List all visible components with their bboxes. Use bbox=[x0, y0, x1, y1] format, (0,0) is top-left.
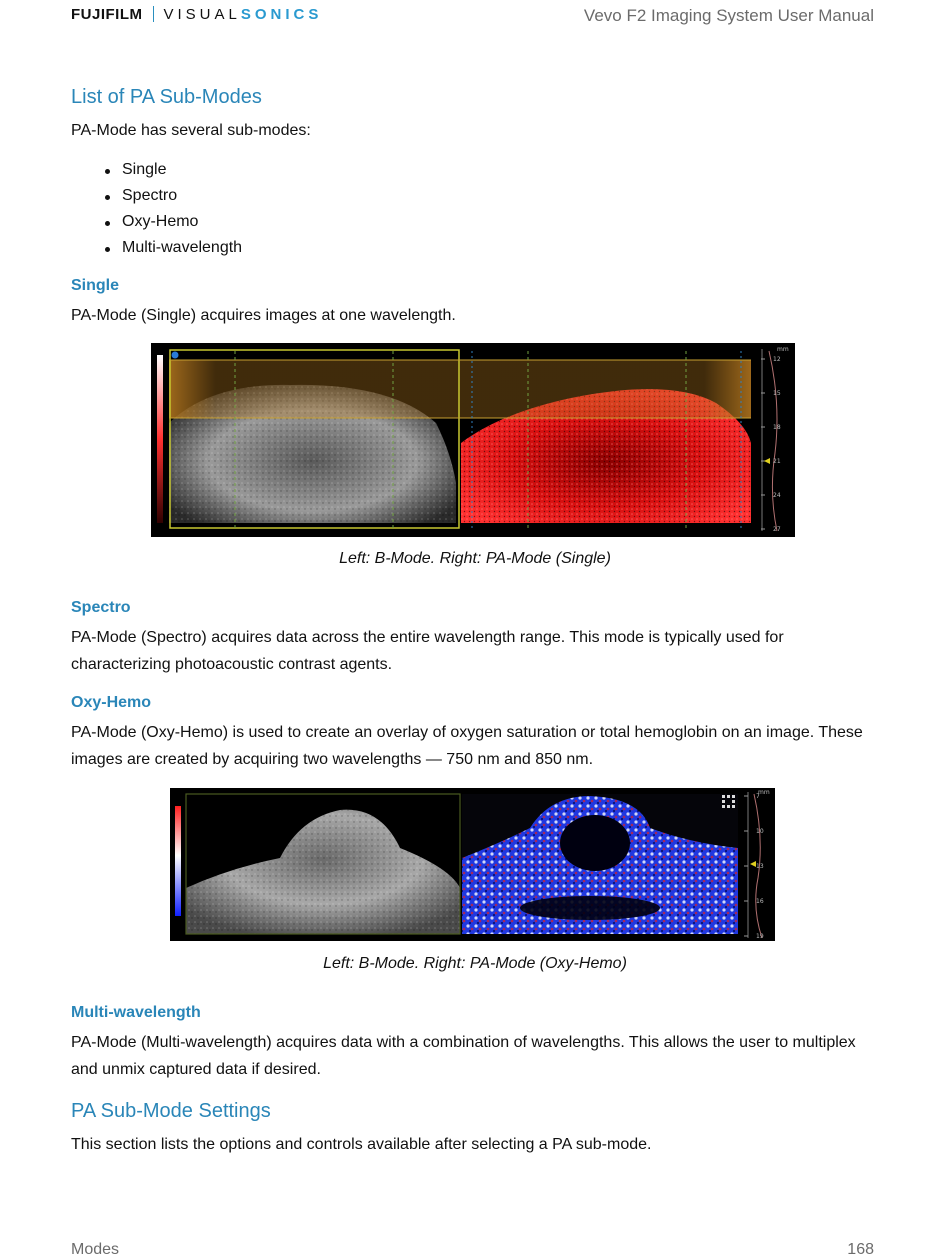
list-item: Spectro bbox=[71, 183, 242, 209]
oxyhemo-heading: Oxy-Hemo bbox=[71, 694, 152, 711]
depth-unit-label: mm bbox=[777, 346, 789, 353]
depth-tick-label: 24 bbox=[773, 492, 781, 499]
figure-pa-single-image bbox=[151, 343, 795, 537]
submode-list bbox=[71, 157, 242, 261]
settings-heading: PA Sub-Mode Settings bbox=[71, 1100, 271, 1122]
depth-tick-label: 21 bbox=[773, 458, 781, 465]
depth-tick-label: 15 bbox=[773, 390, 781, 397]
figure-pa-oxyhemo-image bbox=[170, 788, 775, 941]
list-heading: List of PA Sub-Modes bbox=[71, 86, 262, 108]
logo-divider bbox=[153, 6, 154, 22]
multi-text: PA-Mode (Multi-wavelength) acquires data with a combination of wavelengths. This allows the user to multiplex and unmix captured data if desired. bbox=[71, 1034, 856, 1078]
depth-tick-label: 7 bbox=[756, 793, 760, 800]
single-text: PA-Mode (Single) acquires images at one wavelength. bbox=[71, 307, 456, 324]
list-item: Multi-wavelength bbox=[71, 235, 242, 261]
footer-page-number: 168 bbox=[847, 1241, 874, 1258]
logo-sonics: SONICS bbox=[240, 5, 323, 23]
depth-tick-label: 19 bbox=[756, 933, 764, 940]
depth-unit-label: mm bbox=[758, 789, 770, 796]
logo-visual: VISUAL bbox=[163, 5, 241, 23]
depth-tick-label: 16 bbox=[756, 898, 764, 905]
depth-tick-label: 10 bbox=[756, 828, 764, 835]
figure2-caption: Left: B-Mode. Right: PA-Mode (Oxy-Hemo) bbox=[323, 955, 627, 972]
multi-heading: Multi-wavelength bbox=[71, 1004, 201, 1021]
figure1-caption: Left: B-Mode. Right: PA-Mode (Single) bbox=[339, 550, 611, 567]
depth-tick-label: 13 bbox=[756, 863, 764, 870]
colour-scale-bar bbox=[157, 355, 163, 523]
single-heading: Single bbox=[71, 277, 120, 294]
depth-tick-label: 27 bbox=[773, 526, 781, 533]
oxyhemo-text: PA-Mode (Oxy-Hemo) is used to create an overlay of oxygen saturation or total hemoglobin on an image. These images are created by acquiring two wavelengths — 750 nm and 850 nm. bbox=[71, 724, 863, 768]
depth-tick-label: 18 bbox=[773, 424, 781, 431]
list-item: Oxy-Hemo bbox=[71, 209, 242, 235]
depth-tick-label: 12 bbox=[773, 356, 781, 363]
fujifilm-visualsonics-logo bbox=[71, 4, 322, 24]
manual-title: Vevo F2 Imaging System User Manual bbox=[583, 6, 874, 25]
logo-fujifilm-text: FUJIFILM bbox=[71, 5, 143, 23]
settings-text: This section lists the options and controls available after selecting a PA sub-mode. bbox=[71, 1136, 652, 1153]
spectro-heading: Spectro bbox=[71, 599, 131, 616]
logo-visualsonics-text bbox=[164, 6, 323, 23]
spectro-text: PA-Mode (Spectro) acquires data across the entire wavelength range. This mode is typically used for characterizing photoacoustic contrast agents. bbox=[71, 629, 784, 673]
oxy-colour-scale-bar bbox=[175, 806, 181, 916]
list-item: Single bbox=[71, 157, 242, 183]
footer-section-name: Modes bbox=[71, 1241, 120, 1258]
list-intro: PA-Mode has several sub-modes: bbox=[71, 122, 311, 139]
